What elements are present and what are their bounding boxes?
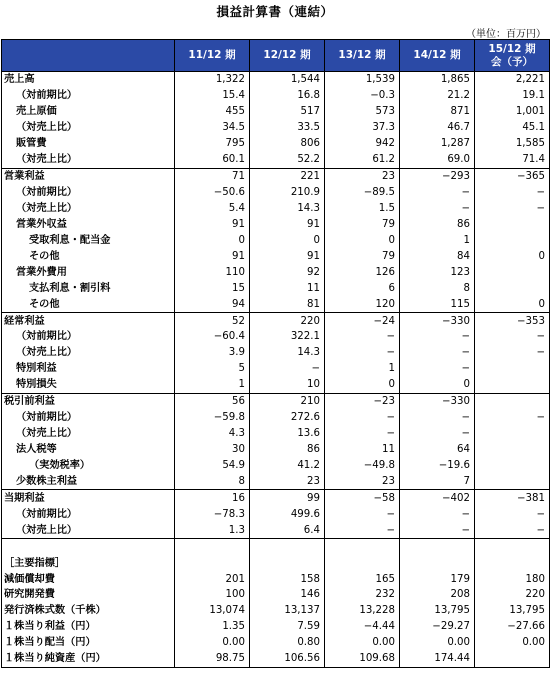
value-cell: 0.80	[250, 635, 325, 651]
value-cell	[475, 280, 550, 296]
value-cell: 210.9	[250, 185, 325, 201]
value-cell: 220	[250, 313, 325, 329]
table-row	[2, 120, 550, 136]
value-cell: 14.3	[250, 201, 325, 217]
value-cell: 179	[400, 571, 475, 587]
value-cell: 99	[250, 490, 325, 506]
row-label: （対売上比）	[2, 152, 175, 168]
value-cell: −59.8	[175, 410, 250, 426]
value-cell: 174.44	[400, 651, 475, 667]
value-cell: 13,228	[325, 603, 400, 619]
value-cell: 23	[325, 473, 400, 489]
column-header: 14/12 期	[400, 40, 475, 72]
row-label: （対売上比）	[2, 522, 175, 538]
value-cell	[325, 539, 400, 555]
value-cell: 46.7	[400, 120, 475, 136]
value-cell: 30	[175, 442, 250, 458]
value-cell	[475, 539, 550, 555]
value-cell: 15	[175, 280, 250, 296]
value-cell: 1.5	[325, 201, 400, 217]
value-cell	[250, 539, 325, 555]
table-row	[2, 136, 550, 152]
value-cell	[475, 442, 550, 458]
row-label: （対売上比）	[2, 120, 175, 136]
table-row	[2, 473, 550, 489]
value-cell: −	[475, 522, 550, 538]
row-label: 当期利益	[2, 490, 175, 506]
value-cell: −	[325, 410, 400, 426]
value-cell	[475, 377, 550, 393]
value-cell: −	[400, 361, 475, 377]
value-cell: 6.4	[250, 522, 325, 538]
value-cell: 1,865	[400, 72, 475, 88]
value-cell	[475, 393, 550, 409]
value-cell: 69.0	[400, 152, 475, 168]
value-cell: 146	[250, 587, 325, 603]
table-row	[2, 635, 550, 651]
table-row	[2, 72, 550, 88]
value-cell	[325, 555, 400, 571]
value-cell: 3.9	[175, 345, 250, 361]
row-label: （対前期比）	[2, 88, 175, 104]
value-cell: 871	[400, 104, 475, 120]
column-header: 11/12 期	[175, 40, 250, 72]
value-cell: 56	[175, 393, 250, 409]
value-cell: −293	[400, 168, 475, 184]
value-cell: 19.1	[475, 88, 550, 104]
value-cell: −	[475, 506, 550, 522]
value-cell: −330	[400, 393, 475, 409]
value-cell	[250, 555, 325, 571]
value-cell: −	[475, 345, 550, 361]
value-cell	[475, 651, 550, 667]
value-cell: 180	[475, 571, 550, 587]
value-cell: 52	[175, 313, 250, 329]
row-label: 営業利益	[2, 168, 175, 184]
value-cell: 91	[250, 248, 325, 264]
value-cell: 0	[250, 232, 325, 248]
value-cell: 11	[325, 442, 400, 458]
table-row	[2, 88, 550, 104]
value-cell	[475, 216, 550, 232]
value-cell: 37.3	[325, 120, 400, 136]
table-row	[2, 280, 550, 296]
value-cell: 5.4	[175, 201, 250, 217]
value-cell: 86	[250, 442, 325, 458]
value-cell: 100	[175, 587, 250, 603]
value-cell: 232	[325, 587, 400, 603]
header-row	[2, 40, 550, 72]
value-cell: −365	[475, 168, 550, 184]
value-cell: 165	[325, 571, 400, 587]
table-row	[2, 651, 550, 667]
value-cell: 14.3	[250, 345, 325, 361]
row-label: 受取利息・配当金	[2, 232, 175, 248]
value-cell: −	[325, 522, 400, 538]
value-cell: 7.59	[250, 619, 325, 635]
row-label: （対前期比）	[2, 329, 175, 345]
value-cell: 11	[250, 280, 325, 296]
value-cell: 0	[475, 296, 550, 312]
value-cell: 517	[250, 104, 325, 120]
value-cell: 109.68	[325, 651, 400, 667]
value-cell: −19.6	[400, 458, 475, 474]
value-cell: 806	[250, 136, 325, 152]
table-row	[2, 329, 550, 345]
row-label: 法人税等	[2, 442, 175, 458]
value-cell: −330	[400, 313, 475, 329]
table-row	[2, 296, 550, 312]
table-row	[2, 571, 550, 587]
value-cell: 106.56	[250, 651, 325, 667]
value-cell: 45.1	[475, 120, 550, 136]
value-cell: −50.6	[175, 185, 250, 201]
row-label: 特別損失	[2, 377, 175, 393]
value-cell: −	[475, 329, 550, 345]
value-cell	[475, 264, 550, 280]
value-cell: 499.6	[250, 506, 325, 522]
value-cell: 1,287	[400, 136, 475, 152]
row-label: 少数株主利益	[2, 473, 175, 489]
value-cell: 1	[400, 232, 475, 248]
value-cell: 84	[400, 248, 475, 264]
value-cell: 2,221	[475, 72, 550, 88]
row-label: 経常利益	[2, 313, 175, 329]
table-row	[2, 587, 550, 603]
value-cell: 1,539	[325, 72, 400, 88]
value-cell: −78.3	[175, 506, 250, 522]
value-cell: 208	[400, 587, 475, 603]
value-cell: −0.3	[325, 88, 400, 104]
row-label: 売上高	[2, 72, 175, 88]
value-cell: 0.00	[325, 635, 400, 651]
value-cell: 92	[250, 264, 325, 280]
value-cell: 123	[400, 264, 475, 280]
value-cell: 91	[175, 248, 250, 264]
value-cell: 23	[250, 473, 325, 489]
value-cell: −	[400, 506, 475, 522]
value-cell: 91	[175, 216, 250, 232]
value-cell: 220	[475, 587, 550, 603]
value-cell: −	[400, 426, 475, 442]
value-cell: −	[475, 185, 550, 201]
value-cell	[475, 473, 550, 489]
value-cell: 1,585	[475, 136, 550, 152]
value-cell: 21.2	[400, 88, 475, 104]
value-cell: −	[325, 329, 400, 345]
value-cell: 8	[400, 280, 475, 296]
value-cell: 79	[325, 216, 400, 232]
table-row	[2, 361, 550, 377]
row-label: （対前期比）	[2, 506, 175, 522]
table-row	[2, 555, 550, 571]
value-cell: 158	[250, 571, 325, 587]
value-cell	[175, 539, 250, 555]
row-label: １株当り利益（円）	[2, 619, 175, 635]
row-label: 税引前利益	[2, 393, 175, 409]
value-cell: −	[475, 410, 550, 426]
value-cell: 71.4	[475, 152, 550, 168]
value-cell: 115	[400, 296, 475, 312]
value-cell: 4.3	[175, 426, 250, 442]
table-row	[2, 232, 550, 248]
value-cell: 33.5	[250, 120, 325, 136]
value-cell: 52.2	[250, 152, 325, 168]
row-label: 研究開発費	[2, 587, 175, 603]
value-cell: 71	[175, 168, 250, 184]
row-label: （実効税率）	[2, 458, 175, 474]
table-row	[2, 377, 550, 393]
value-cell: 272.6	[250, 410, 325, 426]
value-cell: −29.27	[400, 619, 475, 635]
row-label: その他	[2, 296, 175, 312]
page-title: 損益計算書（連結）	[216, 4, 334, 19]
row-label: 減価償却費	[2, 571, 175, 587]
value-cell: 210	[250, 393, 325, 409]
row-label	[2, 539, 175, 555]
row-label: 支払利息・割引料	[2, 280, 175, 296]
table-row	[2, 490, 550, 506]
row-label: 発行済株式数（千株）	[2, 603, 175, 619]
row-label: その他	[2, 248, 175, 264]
table-row	[2, 216, 550, 232]
value-cell: −	[250, 361, 325, 377]
value-cell: 60.1	[175, 152, 250, 168]
row-label: 販管費	[2, 136, 175, 152]
value-cell: −27.66	[475, 619, 550, 635]
value-cell	[400, 539, 475, 555]
value-cell: −	[400, 410, 475, 426]
table-row	[2, 458, 550, 474]
value-cell: −	[400, 201, 475, 217]
value-cell: 0	[325, 377, 400, 393]
value-cell: 1.3	[175, 522, 250, 538]
value-cell	[175, 555, 250, 571]
value-cell: 5	[175, 361, 250, 377]
row-label: （対前期比）	[2, 185, 175, 201]
income-statement-table	[1, 39, 550, 668]
row-label: 営業外費用	[2, 264, 175, 280]
table-row	[2, 522, 550, 538]
value-cell: 7	[400, 473, 475, 489]
value-cell: 16.8	[250, 88, 325, 104]
value-cell: −	[325, 506, 400, 522]
value-cell: −	[325, 345, 400, 361]
value-cell: −89.5	[325, 185, 400, 201]
value-cell: 61.2	[325, 152, 400, 168]
table-row	[2, 185, 550, 201]
value-cell: 13.6	[250, 426, 325, 442]
header-label-cell	[2, 40, 175, 72]
value-cell: 120	[325, 296, 400, 312]
table-row	[2, 619, 550, 635]
table-row	[2, 152, 550, 168]
value-cell	[475, 232, 550, 248]
row-label: （対売上比）	[2, 426, 175, 442]
value-cell: −23	[325, 393, 400, 409]
value-cell: −24	[325, 313, 400, 329]
value-cell: 94	[175, 296, 250, 312]
table-row	[2, 248, 550, 264]
table-row	[2, 168, 550, 184]
value-cell: −60.4	[175, 329, 250, 345]
value-cell: 573	[325, 104, 400, 120]
value-cell: 0.00	[175, 635, 250, 651]
value-cell: 110	[175, 264, 250, 280]
value-cell	[475, 426, 550, 442]
value-cell: 81	[250, 296, 325, 312]
value-cell: 86	[400, 216, 475, 232]
value-cell: 1,322	[175, 72, 250, 88]
value-cell: −49.8	[325, 458, 400, 474]
value-cell	[400, 555, 475, 571]
value-cell: −381	[475, 490, 550, 506]
row-label: 特別利益	[2, 361, 175, 377]
value-cell: 1,544	[250, 72, 325, 88]
value-cell: 13,137	[250, 603, 325, 619]
value-cell	[475, 555, 550, 571]
value-cell: −	[400, 522, 475, 538]
value-cell: 1,001	[475, 104, 550, 120]
value-cell: 0	[325, 232, 400, 248]
value-cell: −	[325, 426, 400, 442]
value-cell	[475, 361, 550, 377]
value-cell: 13,795	[475, 603, 550, 619]
value-cell: 41.2	[250, 458, 325, 474]
value-cell: 79	[325, 248, 400, 264]
value-cell: 13,795	[400, 603, 475, 619]
value-cell: 91	[250, 216, 325, 232]
row-label: １株当り配当（円）	[2, 635, 175, 651]
value-cell: 795	[175, 136, 250, 152]
value-cell: −	[400, 345, 475, 361]
value-cell: 455	[175, 104, 250, 120]
value-cell: 64	[400, 442, 475, 458]
row-label: （対売上比）	[2, 345, 175, 361]
table-row	[2, 104, 550, 120]
value-cell: 34.5	[175, 120, 250, 136]
value-cell: −	[475, 201, 550, 217]
value-cell: −58	[325, 490, 400, 506]
table-row	[2, 442, 550, 458]
value-cell: 942	[325, 136, 400, 152]
column-header: 15/12 期 会（予）	[475, 40, 550, 72]
unit-label: （単位：百万円）	[466, 29, 546, 40]
value-cell: −	[400, 329, 475, 345]
row-label: 売上原価	[2, 104, 175, 120]
row-label: １株当り純資産（円）	[2, 651, 175, 667]
value-cell: −402	[400, 490, 475, 506]
value-cell: −353	[475, 313, 550, 329]
table-row	[2, 539, 550, 555]
value-cell: 0	[475, 248, 550, 264]
column-header: 12/12 期	[250, 40, 325, 72]
value-cell: 0	[175, 232, 250, 248]
table-row	[2, 313, 550, 329]
value-cell: −4.44	[325, 619, 400, 635]
value-cell: 221	[250, 168, 325, 184]
row-label: 営業外収益	[2, 216, 175, 232]
table-row	[2, 201, 550, 217]
value-cell: 10	[250, 377, 325, 393]
table-row	[2, 506, 550, 522]
table-row	[2, 264, 550, 280]
value-cell: 15.4	[175, 88, 250, 104]
row-label: （対前期比）	[2, 410, 175, 426]
table-row	[2, 345, 550, 361]
table-row	[2, 410, 550, 426]
value-cell: 0.00	[400, 635, 475, 651]
value-cell: 8	[175, 473, 250, 489]
value-cell: 1	[175, 377, 250, 393]
table-row	[2, 426, 550, 442]
table-row	[2, 393, 550, 409]
value-cell: 13,074	[175, 603, 250, 619]
value-cell	[475, 458, 550, 474]
column-header: 13/12 期	[325, 40, 400, 72]
value-cell: 0	[400, 377, 475, 393]
value-cell: 126	[325, 264, 400, 280]
value-cell: 0.00	[475, 635, 550, 651]
value-cell: 54.9	[175, 458, 250, 474]
value-cell: 1	[325, 361, 400, 377]
value-cell: 98.75	[175, 651, 250, 667]
value-cell: 6	[325, 280, 400, 296]
row-label: ［主要指標］	[2, 555, 175, 571]
table-row	[2, 603, 550, 619]
value-cell: 1.35	[175, 619, 250, 635]
value-cell: 322.1	[250, 329, 325, 345]
value-cell: −	[400, 185, 475, 201]
row-label: （対売上比）	[2, 201, 175, 217]
value-cell: 16	[175, 490, 250, 506]
value-cell: 23	[325, 168, 400, 184]
value-cell: 201	[175, 571, 250, 587]
